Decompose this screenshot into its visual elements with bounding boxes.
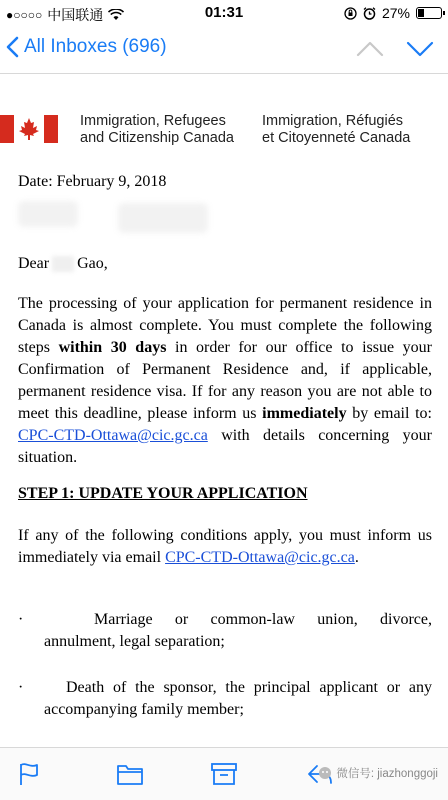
status-bar — [0, 0, 448, 28]
paragraph-processing — [18, 293, 432, 469]
bottom-toolbar — [0, 747, 448, 800]
wechat-icon — [318, 766, 332, 780]
p2-text-a: If any of the following conditions apply, you must inform us immediately via email — [18, 527, 432, 566]
email-link[interactable]: CPC-CTD-Ottawa@cic.gc.ca — [18, 427, 208, 444]
list-item — [18, 609, 432, 653]
letter-date: Date: February 9, 2018 — [18, 173, 167, 190]
redacted-info — [18, 201, 78, 227]
signal-strength-icon: ●○○○○ — [6, 8, 43, 22]
watermark — [318, 765, 438, 781]
mail-nav-bar — [0, 28, 448, 74]
redacted-info — [118, 203, 208, 233]
salutation — [18, 253, 432, 275]
watermark-text: 微信号: jiazhonggoji — [336, 768, 438, 780]
p2-text-b: . — [354, 549, 359, 566]
org-en-line1: Immigration, Refugees — [80, 113, 226, 129]
status-right — [344, 5, 442, 21]
folder-icon[interactable] — [116, 762, 144, 786]
org-name-english — [80, 113, 234, 147]
list-item — [18, 677, 432, 721]
step1-heading: STEP 1: UPDATE YOUR APPLICATION — [18, 485, 308, 502]
p1-bold-deadline: within 30 days — [58, 339, 167, 356]
salutation-start: Dear — [18, 255, 50, 272]
next-message-button[interactable] — [406, 40, 434, 58]
org-fr-line2: et Citoyenneté Canada — [262, 130, 411, 146]
p1-bold-immediately: immediately — [262, 405, 347, 422]
battery-icon — [416, 7, 442, 19]
bullet: · — [18, 611, 24, 628]
org-en-line2: and Citizenship Canada — [80, 130, 234, 146]
chevron-left-icon — [6, 36, 20, 58]
p1-text-d: with details concerning your situation. — [18, 427, 432, 466]
orientation-lock-icon — [344, 7, 357, 20]
redacted-name — [52, 256, 74, 272]
government-header — [0, 111, 448, 151]
flag-icon[interactable] — [18, 762, 40, 786]
battery-percent: 27% — [381, 5, 410, 21]
battery-fill — [418, 9, 424, 17]
org-fr-line1: Immigration, Réfugiés — [262, 113, 404, 129]
alarm-icon — [363, 7, 376, 20]
salutation-end: Gao, — [77, 255, 108, 272]
p1-text-b: in order for our office to issue your Confirmation of Permanent Residence and, if applicable, permanent residence visa. If for any reason you are not able to meet this deadline, please inform us — [18, 339, 432, 422]
back-button[interactable] — [6, 36, 167, 58]
p1-text-c: by email to: — [346, 405, 433, 422]
carrier-name: 中国联通 — [47, 7, 104, 23]
message-navigation — [356, 40, 434, 58]
bullet-text: Marriage or common-law union, divorce, annulment, legal separation; — [44, 611, 432, 650]
back-button-label: All Inboxes (696) — [24, 36, 167, 57]
clock: 01:31 — [204, 4, 244, 21]
canada-flag-icon — [0, 115, 58, 143]
p1-text-a: The processing of your application for permanent residence in Canada is almost complete. You must complete the following steps — [18, 295, 432, 356]
previous-message-button[interactable] — [356, 40, 384, 58]
archive-icon[interactable] — [210, 762, 238, 786]
email-link[interactable]: CPC-CTD-Ottawa@cic.gc.ca — [165, 549, 355, 566]
email-body — [0, 75, 448, 747]
bullet: · — [18, 679, 24, 696]
bullet-text: Death of the sponsor, the principal applicant or any accompanying family member; — [44, 679, 432, 718]
org-name-french — [262, 113, 410, 147]
paragraph-conditions — [18, 525, 432, 569]
